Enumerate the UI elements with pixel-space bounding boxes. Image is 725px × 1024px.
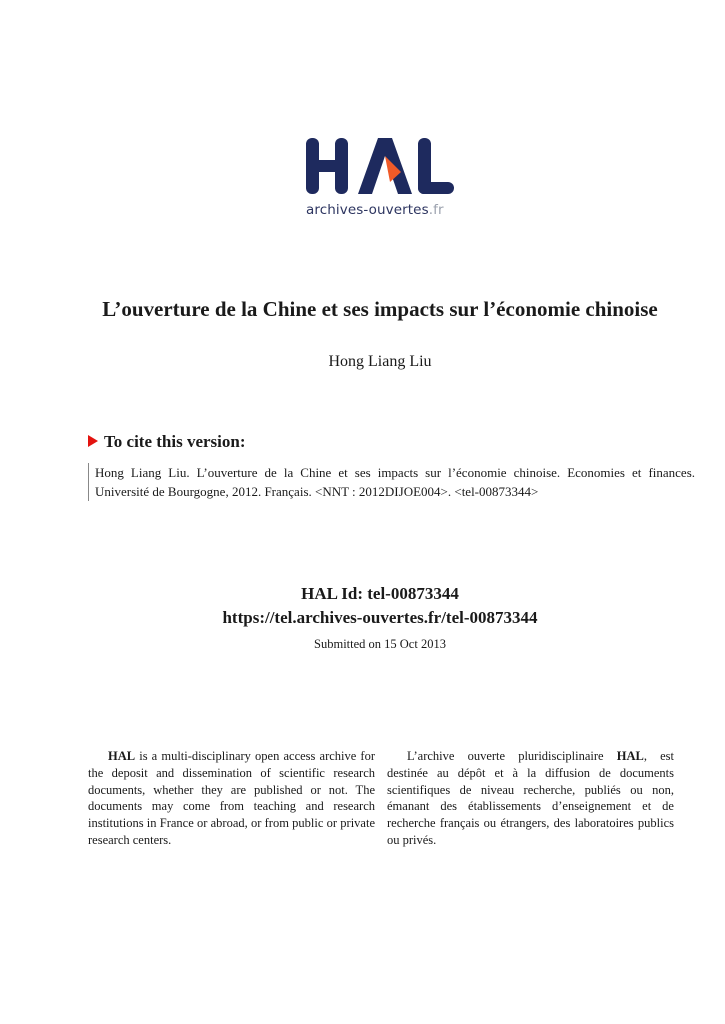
- abstract-french-text: , est destinée au dépôt et à la diffusion de documents scientifiques de niveau recherche, publiés ou non, émanant des établissements d’enseignement et de recherche français ou étrangers, des laboratoires publics ou privés.: [387, 749, 674, 847]
- logo-subtitle-main: archives-ouvertes: [306, 202, 429, 218]
- abstract-english-text: is a multi-disciplinary open access archive for the deposit and dissemination of scientific research documents, whether they are published or not. The documents may come from teaching and research institutions in France or abroad, or from public or private research centers.: [88, 749, 375, 847]
- citation-text: Hong Liang Liu. L’ouverture de la Chine et ses impacts sur l’économie chinoise. Economies et finances. Université de Bourgogne, 2012. Français. <NNT : 2012DIJOE004>. <tel-00873344>: [88, 463, 695, 501]
- abstract-french-bold: HAL: [616, 749, 644, 763]
- abstract-english-lead: HAL: [108, 749, 136, 763]
- hal-id: HAL Id: tel-00873344: [301, 584, 459, 603]
- logo-subtitle: [306, 202, 444, 218]
- cite-heading: [88, 432, 246, 452]
- cite-heading-text: To cite this version:: [104, 432, 246, 451]
- logo-subtitle-suffix: .fr: [428, 202, 444, 218]
- hal-logo-mark: [306, 136, 461, 200]
- abstract-english: [88, 748, 375, 849]
- abstract-french: [387, 748, 674, 849]
- submitted-date: Submitted on 15 Oct 2013: [314, 637, 446, 651]
- abstract-french-lead: L’archive ouverte pluridisciplinaire: [407, 749, 617, 763]
- document-author: Hong Liang Liu: [328, 353, 432, 370]
- document-title: L’ouverture de la Chine et ses impacts sur l’économie chinoise: [102, 297, 658, 321]
- triangle-bullet-icon: [88, 435, 98, 447]
- hal-url-link[interactable]: https://tel.archives-ouvertes.fr/tel-00873344: [222, 608, 538, 627]
